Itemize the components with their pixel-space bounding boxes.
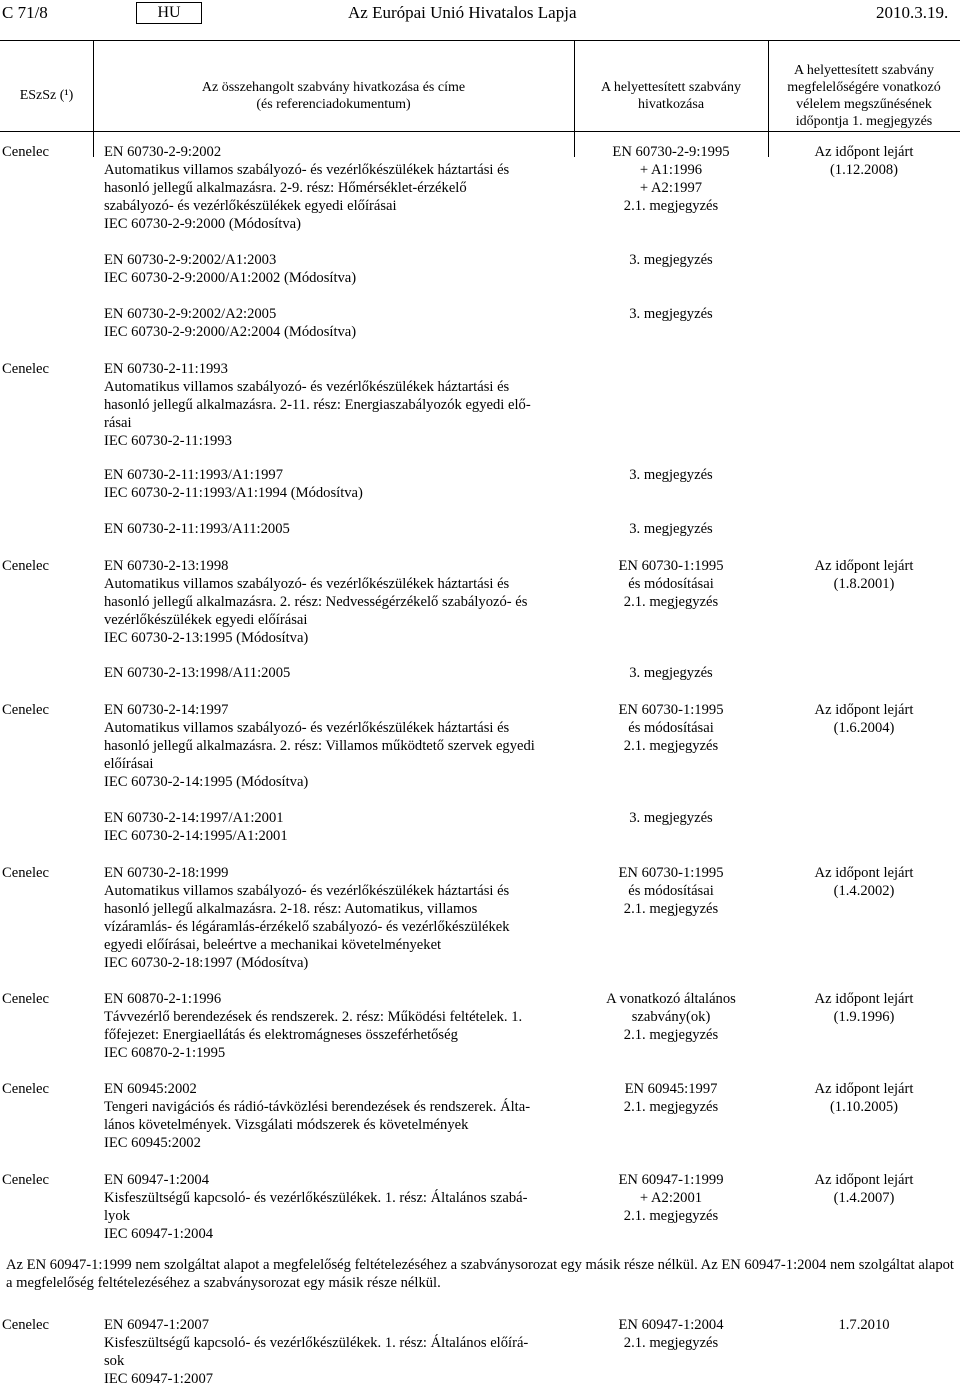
standard-title-line: IEC 60730-2-14:1995 (Módosítva): [104, 774, 309, 790]
column-header-date-line: A helyettesített szabvány: [794, 63, 934, 78]
replaced-standard-line: 2.1. megjegyzés: [623, 198, 719, 214]
standard-title-line: EN 60730-2-9:2002: [104, 144, 222, 160]
row-organization: Cenelec: [2, 1317, 49, 1333]
replaced-standard-line: EN 60730-1:1995: [618, 702, 724, 718]
standard-title-line: IEC 60730-2-18:1997 (Módosítva): [104, 955, 309, 971]
column-header-title: [93, 79, 574, 113]
standard-title-line: előírásai: [104, 756, 154, 772]
standard-title-line: EN 60870-2-1:1996: [104, 991, 222, 1007]
standard-title-line: hasonló jellegű alkalmazásra. 2-9. rész: Hőmérséklet-érzékelő: [104, 180, 467, 196]
row-organization: Cenelec: [2, 1081, 49, 1097]
standard-title-line: EN 60730-2-11:1993/A11:2005: [104, 521, 290, 537]
language-badge: HU: [136, 2, 202, 24]
standard-title-line: hasonló jellegű alkalmazásra. 2-18. rész: Automatikus, villamos: [104, 901, 478, 917]
column-header-replaced-line: A helyettesített szabvány: [601, 80, 741, 95]
standard-title-line: vezérlőkészülékek egyedi előírásai: [104, 612, 308, 628]
standard-title-line: hasonló jellegű alkalmazásra. 2. rész: Nedvességérzékelő szabályozó- és: [104, 594, 528, 610]
column-header-date: [768, 62, 960, 130]
page-header: [0, 0, 960, 26]
replaced-standard-line: + A2:2001: [639, 1190, 703, 1206]
cessation-date-line: (1.9.1996): [833, 1009, 895, 1025]
standard-title-line: EN 60947-1:2007: [104, 1317, 209, 1333]
replaced-standard-line: 2.1. megjegyzés: [623, 901, 719, 917]
standard-title-line: Automatikus villamos szabályozó- és vezérlőkészülékek háztartási és: [104, 720, 510, 736]
publication-date: 2010.3.19.: [876, 3, 949, 22]
standard-title-line: IEC 60730-2-9:2000 (Módosítva): [104, 216, 301, 232]
column-header-replaced: [574, 79, 768, 113]
replaced-standard-line: EN 60947-1:1999: [618, 1172, 724, 1188]
standard-title-line: főfejezet: Energiaellátás és elektromágneses összeférhetőség: [104, 1027, 458, 1043]
row-organization: Cenelec: [2, 558, 49, 574]
replaced-standard-line: 3. megjegyzés: [629, 306, 713, 322]
replaced-standard-line: szabvány(ok): [631, 1009, 711, 1025]
standard-title-line: Kisfeszültségű kapcsoló- és vezérlőkészülékek. 1. rész: Általános előírá-: [104, 1335, 529, 1351]
cessation-date-line: Az időpont lejárt: [814, 558, 914, 574]
standard-title-line: IEC 60870-2-1:1995: [104, 1045, 226, 1061]
standard-title-line: EN 60730-2-11:1993/A1:1997: [104, 467, 284, 483]
replaced-standard-line: A vonatkozó általános: [606, 991, 736, 1007]
replaced-standard-line: + A1:1996: [639, 162, 703, 178]
replaced-standard-line: 2.1. megjegyzés: [623, 738, 719, 754]
standard-title-line: EN 60730-2-13:1998/A11:2005: [104, 665, 291, 681]
column-header-esz: ESzSz (¹): [19, 88, 74, 103]
standard-title-line: Automatikus villamos szabályozó- és vezérlőkészülékek háztartási és: [104, 576, 510, 592]
replaced-standard-line: EN 60947-1:2004: [618, 1317, 724, 1333]
table-top-rule: [0, 40, 960, 41]
cessation-date-line: (1.8.2001): [833, 576, 895, 592]
standard-title-line: rásai: [104, 415, 132, 431]
replaced-standard-line: EN 60945:1997: [624, 1081, 718, 1097]
cessation-date-line: (1.12.2008): [829, 162, 899, 178]
standard-title-line: IEC 60730-2-9:2000/A1:2002 (Módosítva): [104, 270, 357, 286]
standard-title-line: EN 60730-2-9:2002/A2:2005: [104, 306, 277, 322]
row-organization: Cenelec: [2, 865, 49, 881]
column-header-title-line: Az összehangolt szabvány hivatkozása és címe: [201, 80, 466, 95]
header-bottom-rule: [0, 131, 960, 132]
column-header-replaced-line: hivatkozása: [637, 97, 705, 112]
standard-title-line: egyedi előírásai, beleértve a mechanikai követelményeket: [104, 937, 442, 953]
standard-title-line: lyok: [104, 1208, 130, 1224]
standard-title-line: hasonló jellegű alkalmazásra. 2. rész: Villamos működtető szervek egyedi: [104, 738, 535, 754]
replaced-standard-line: és módosításai: [628, 576, 714, 592]
column-header-date-line: időpontja 1. megjegyzés: [795, 114, 933, 129]
column-header-date-line: megfelelőségére vonatkozó: [787, 80, 941, 95]
standard-title-line: EN 60730-2-14:1997: [104, 702, 229, 718]
replaced-standard-line: EN 60730-1:1995: [618, 865, 724, 881]
standard-title-line: Tengeri navigációs és rádió-távközlési berendezések és rendszerek. Álta-: [104, 1099, 531, 1115]
standard-title-line: IEC 60945:2002: [104, 1135, 201, 1151]
standard-title-line: hasonló jellegű alkalmazásra. 2-11. rész: Energiaszabályozók egyedi elő-: [104, 397, 531, 413]
standard-title-line: sok: [104, 1353, 125, 1369]
replaced-standard-line: 2.1. megjegyzés: [623, 1335, 719, 1351]
standard-title-line: szabályozó- és vezérlőkészülékek egyedi előírásai: [104, 198, 397, 214]
replaced-standard-line: EN 60730-2-9:1995: [612, 144, 730, 160]
replaced-standard-line: 2.1. megjegyzés: [623, 1208, 719, 1224]
standard-title-line: EN 60730-2-14:1997/A1:2001: [104, 810, 284, 826]
cessation-date-line: Az időpont lejárt: [814, 991, 914, 1007]
replaced-standard-line: és módosításai: [628, 720, 714, 736]
standard-title-line: vízáramlás- és légáramlás-érzékelő szabályozó- és vezérlőkészülékek: [104, 919, 510, 935]
footnote-text: Az EN 60947-1:1999 nem szolgáltat alapot a megfelelőség feltételezéséhez a szabványsorozat egy másik része nélkül. Az EN 60947-1:2004 nem szolgáltat alapot a megfelelőség feltételezéséhez a szabványsorozat egy másik része nélkül.: [6, 1257, 954, 1291]
cessation-date-line: 1.7.2010: [838, 1317, 890, 1333]
standard-title-line: IEC 60730-2-11:1993/A1:1994 (Módosítva): [104, 485, 363, 501]
replaced-standard-line: + A2:1997: [639, 180, 703, 196]
cessation-date-line: Az időpont lejárt: [814, 1081, 914, 1097]
cessation-date-line: (1.6.2004): [833, 720, 895, 736]
row-organization: Cenelec: [2, 144, 49, 160]
replaced-standard-line: 2.1. megjegyzés: [623, 1099, 719, 1115]
replaced-standard-line: EN 60730-1:1995: [618, 558, 724, 574]
standard-title-line: IEC 60947-1:2004: [104, 1226, 214, 1242]
standard-title-line: EN 60945:2002: [104, 1081, 197, 1097]
journal-title: Az Európai Unió Hivatalos Lapja: [348, 3, 577, 22]
replaced-standard-line: 3. megjegyzés: [629, 810, 713, 826]
row-organization: Cenelec: [2, 991, 49, 1007]
cessation-date-line: (1.10.2005): [829, 1099, 899, 1115]
cessation-date-line: (1.4.2002): [833, 883, 895, 899]
column-header-date-line: vélelem megszűnésének: [796, 97, 932, 112]
standard-title-line: EN 60730-2-18:1999: [104, 865, 229, 881]
standard-title-line: IEC 60947-1:2007: [104, 1371, 214, 1387]
standard-title-line: IEC 60730-2-14:1995/A1:2001: [104, 828, 288, 844]
standard-title-line: Automatikus villamos szabályozó- és vezérlőkészülékek háztartási és: [104, 379, 510, 395]
cessation-date-line: (1.4.2007): [833, 1190, 895, 1206]
column-header-title-line: (és referenciadokumentum): [256, 97, 411, 112]
replaced-standard-line: 3. megjegyzés: [629, 665, 713, 681]
cessation-date-line: Az időpont lejárt: [814, 702, 914, 718]
cessation-date-line: Az időpont lejárt: [814, 865, 914, 881]
standard-title-line: EN 60730-2-11:1993: [104, 361, 228, 377]
row-organization: Cenelec: [2, 361, 49, 377]
standard-title-line: EN 60730-2-13:1998: [104, 558, 229, 574]
standard-title-line: Távvezérlő berendezések és rendszerek. 2. rész: Működési feltételek. 1.: [104, 1009, 523, 1025]
replaced-standard-line: 3. megjegyzés: [629, 467, 713, 483]
row-organization: Cenelec: [2, 702, 49, 718]
standard-title-line: lános követelmények. Vizsgálati módszerek és követelmények: [104, 1117, 469, 1133]
standard-title-line: Automatikus villamos szabályozó- és vezérlőkészülékek háztartási és: [104, 162, 510, 178]
cessation-date-line: Az időpont lejárt: [814, 1172, 914, 1188]
page-number: C 71/8: [2, 3, 48, 22]
standard-title-line: IEC 60730-2-9:2000/A2:2004 (Módosítva): [104, 324, 357, 340]
row-organization: Cenelec: [2, 1172, 49, 1188]
standard-title-line: Kisfeszültségű kapcsoló- és vezérlőkészülékek. 1. rész: Általános szabá-: [104, 1190, 528, 1206]
standard-title-line: IEC 60730-2-11:1993: [104, 433, 232, 449]
standard-title-line: EN 60947-1:2004: [104, 1172, 209, 1188]
replaced-standard-line: 3. megjegyzés: [629, 252, 713, 268]
replaced-standard-line: 2.1. megjegyzés: [623, 594, 719, 610]
cessation-date-line: Az időpont lejárt: [814, 144, 914, 160]
replaced-standard-line: 2.1. megjegyzés: [623, 1027, 719, 1043]
replaced-standard-line: 3. megjegyzés: [629, 521, 713, 537]
standard-title-line: EN 60730-2-9:2002/A1:2003: [104, 252, 277, 268]
replaced-standard-line: és módosításai: [628, 883, 714, 899]
standard-title-line: Automatikus villamos szabályozó- és vezérlőkészülékek háztartási és: [104, 883, 510, 899]
standard-title-line: IEC 60730-2-13:1995 (Módosítva): [104, 630, 309, 646]
